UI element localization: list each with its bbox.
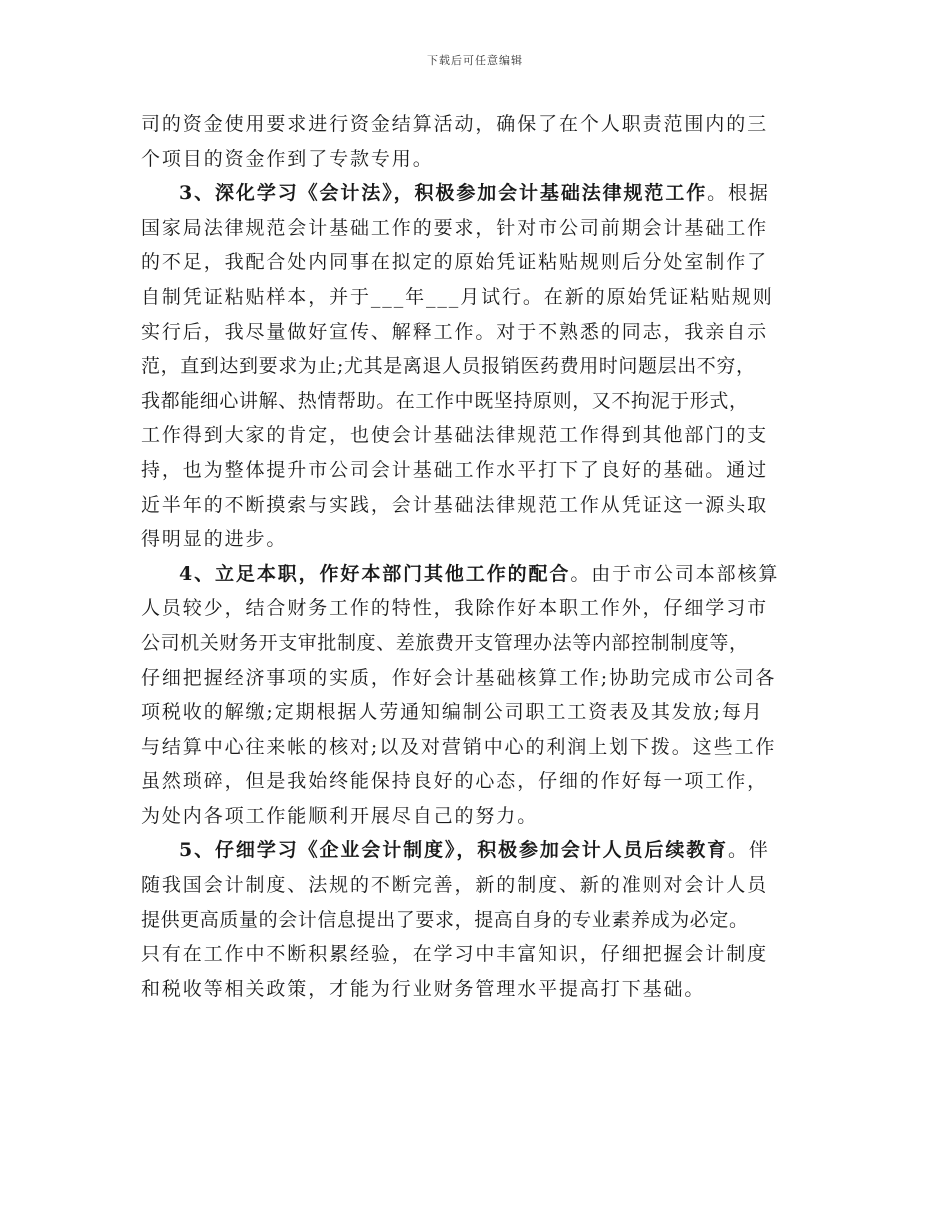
text-line: 提供更高质量的会计信息提出了要求，提高自身的专业素养成为必定。 <box>141 908 749 931</box>
text-line: 仔细把握经济事项的实质，作好会计基础核算工作;协助完成市公司各 <box>141 666 777 689</box>
text-line: 和税收等相关政策，才能为行业财务管理水平提高打下基础。 <box>141 977 706 1000</box>
text-line: 工作得到大家的肯定，也使会计基础法律规范工作得到其他部门的支 <box>141 424 769 447</box>
text-line: 范，直到达到要求为止;尤其是离退人员报销医药费用时问题层出不穷， <box>141 355 756 378</box>
text-line: 随我国会计制度、法规的不断完善，新的制度、新的准则对会计人员 <box>141 874 769 897</box>
text-line: 得明显的进步。 <box>141 528 288 551</box>
text-line: 近半年的不断摸索与实践，会计基础法律规范工作从凭证这一源头取 <box>141 493 769 516</box>
text-run: 。根据 <box>707 182 770 205</box>
text-line: 虽然琐碎，但是我始终能保持良好的心态，仔细的作好每一项工作， <box>141 770 769 793</box>
text-line: 只有在工作中不断积累经验，在学习中丰富知识，仔细把握会计制度 <box>141 943 769 966</box>
section-5-heading-line <box>141 833 821 868</box>
section-3-heading: 3、深化学习《会计法》，积极参加会计基础法律规范工作 <box>179 182 708 205</box>
section-5-heading: 5、仔细学习《企业会计制度》，积极参加会计人员后续教育 <box>179 839 729 862</box>
section-4-heading: 4、立足本职，作好本部门其他工作的配合 <box>179 562 571 585</box>
text-line: 司的资金使用要求进行资金结算活动，确保了在个人职责范围内的三 <box>141 113 769 135</box>
document-body <box>141 107 821 1006</box>
text-line: 的不足，我配合处内同事在拟定的原始凭证粘贴规则后分处室制作了 <box>141 251 769 274</box>
text-line: 个项目的资金作到了专款专用。 <box>141 147 434 170</box>
text-line: 为处内各项工作能顺利开展尽自己的努力。 <box>141 804 539 827</box>
text-line: 自制凭证粘贴样本，并于___年___月试行。在新的原始凭证粘贴规则 <box>141 285 774 308</box>
text-line: 实行后，我尽量做好宣传、解释工作。对于不熟悉的同志，我亲自示 <box>141 320 769 343</box>
text-line: 与结算中心往来帐的核对;以及对营销中心的利润上划下拨。这些工作 <box>141 735 777 758</box>
text-line: 持，也为整体提升市公司会计基础工作水平打下了良好的基础。通过 <box>141 458 769 481</box>
section-4-heading-line <box>141 557 821 592</box>
page-header: 下载后可任意编辑 <box>427 54 523 67</box>
text-run: 。伴 <box>728 839 770 862</box>
section-3-heading-line <box>141 176 821 211</box>
text-line: 国家局法律规范会计基础工作的要求，针对市公司前期会计基础工作 <box>141 216 769 239</box>
text-line: 项税收的解缴;定期根据人劳通知编制公司职工工资表及其发放;每月 <box>141 701 764 724</box>
text-line: 人员较少，结合财务工作的特性，我除作好本职工作外，仔细学习市 <box>141 597 769 620</box>
text-line: 公司机关财务开支审批制度、差旅费开支管理办法等内部控制制度等， <box>141 631 749 654</box>
text-line: 我都能细心讲解、热情帮助。在工作中既坚持原则，又不拘泥于形式， <box>141 389 749 412</box>
text-run: 。由于市公司本部核算 <box>570 562 780 585</box>
